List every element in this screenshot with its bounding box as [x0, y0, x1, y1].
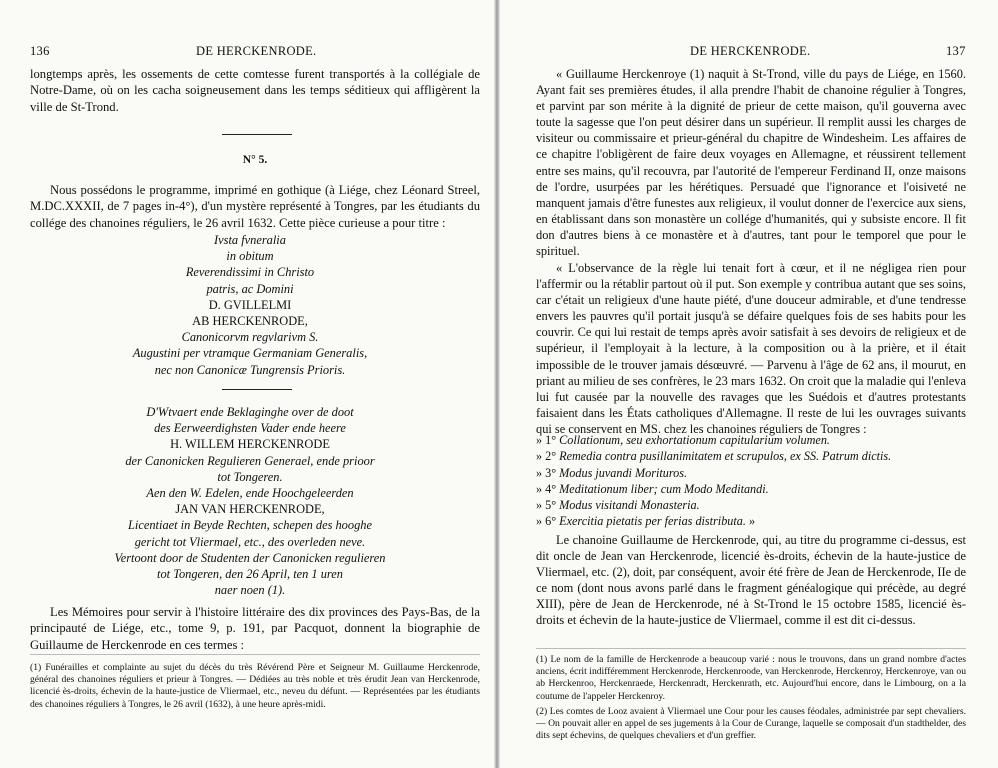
dutch-title-block	[60, 404, 440, 598]
running-head-right: DE HERCKENRODE.	[690, 44, 811, 58]
work-title: Modus visitandi Monasteria.	[559, 498, 700, 513]
dutch-title-line: naer noen (1).	[214, 583, 286, 598]
footnote-rule-left	[30, 654, 480, 655]
page-number-left: 136	[30, 44, 50, 58]
section-number: N° 5.	[242, 154, 268, 166]
work-prefix: » 3°	[536, 465, 560, 480]
right-page	[500, 0, 998, 768]
work-title: Collationum, seu exhortationum capitularium volumen.	[559, 433, 830, 447]
latin-title-line: patris, ac Domini	[206, 281, 294, 296]
footnote-right-2: (2) Les comtes de Looz avaient à Vliermael une Cour pour les causes féodales, administrée par sept chevaliers. — On pouvait aller en appel de ses jugements à la Cour de Curange, laquelle se composait d'un stadthelder, des dits sept échevins, de quelques chevaliers et d'un greffier.	[536, 706, 966, 742]
left-page	[0, 0, 498, 768]
running-head-left: DE HERCKENRODE.	[196, 44, 317, 58]
works-list	[536, 432, 966, 530]
dutch-title-line: des Eerweerdighsten Vader ende heere	[154, 421, 346, 436]
dutch-title-line: Aen den W. Edelen, ende Hoochgeleerden	[146, 486, 354, 501]
work-suffix: »	[745, 514, 756, 529]
work-prefix: » 2°	[536, 449, 560, 464]
paragraph-memoires: Les Mémoires pour servir à l'histoire littéraire des dix provinces des Pays-Bas, de la principauté de Liége, etc., tome 9, p. 191, par Pacquot, donnent la biographie de Guillaume de Herckenrode en ces termes :	[30, 605, 480, 652]
paragraph-conclusion: Le chanoine Guillaume de Herckenrode, qui, au titre du programme ci-dessus, est dit oncle de Jean van Herckenrode, licencié ès-droits, échevin de la haute-justice de Vliermael, etc. (2), doit, par conséquent, avoir été frère de Jean de Herckenrode, IIe de ce nom (dont nous avons parlé dans le fragment généalogique qui précède, au degré XIII), père de Jean de Herckenrode, né à St-Trond le 15 octobre 1585, licencié ès-droits et échevin de la haute-justice de Vliermael, comme il est dit ci-dessus.	[536, 533, 966, 628]
latin-title-line: Ivsta fvneralia	[214, 233, 286, 247]
works-list-item	[536, 481, 966, 497]
works-list-item	[536, 497, 966, 513]
work-title: Modus juvandi Morituros.	[559, 465, 688, 480]
paragraph-programme: Nous possédons le programme, imprimé en gothique (à Liége, chez Léonard Streel, M.DC.XXXII, de 7 pages in-4°), d'un mystère représenté à Tongres, par les étudiants du collége des chanoines réguliers, le 26 avril 1632. Cette pièce curieuse a pour titre :	[30, 183, 480, 230]
work-prefix: » 1°	[536, 433, 560, 447]
work-title: Meditationum liber; cum Modo Meditandi.	[559, 481, 769, 496]
paragraph-biography-1: « Guillaume Herckenroye (1) naquit à St-Trond, ville du pays de Liége, en 1560. Ayant fait ses premières études, il alla prendre l'habit de chanoine régulier à Tongres, et parvint par son mérite à la dignité de prieur de cette maison, qu'il gouverna avec toute la sagesse que l'on peut désirer dans un supérieur. Il remplit aussi les charges de visiteur ou commissaire et prieur-général du chapitre de Windesheim. Les affaires de ce chapitre l'obligèrent de faire deux voyages en Allemagne, et réussirent tellement entre ses mains, qu'il recouvra, par l'autorité de l'empereur Ferdinand II, onze maisons de l'ordre, usurpées par les hérétiques. Persuadé que l'ignorance et l'oisiveté ne manquent jamais d'être funestes aux religieux, il voulut donner de l'exercice aux siens, en établissant dans son monastère un collége d'humanités, qui y subsiste encore. Il fit don d'autres biens à ce monastère et à d'autres, tant pour le temporel que pour le spirituel.	[536, 67, 966, 259]
dutch-title-line: D'Wtvaert ende Beklaginghe over de doot	[146, 405, 354, 419]
works-list-item	[536, 432, 966, 448]
page-number-right: 137	[946, 44, 966, 58]
dutch-title-line: tot Tongeren, den 26 April, ten 1 uren	[157, 567, 343, 582]
work-prefix: » 4°	[536, 481, 560, 496]
work-prefix: » 6°	[536, 514, 560, 529]
works-list-item	[536, 465, 966, 481]
dutch-title-line: Vertoont door de Studenten der Canonicken regulieren	[114, 550, 386, 565]
paragraph-biography-2: « L'observance de la règle lui tenait fort à cœur, et il ne négligea rien pour l'affermir ou la rétablir partout où il put. Son exemple y contribua autant que ses soins, car c'était un religieux d'une haute piété, d'une douceur admirable, et d'une tendresse envers les pauvres qu'il portait jusqu'à se défaire quelques fois de ses habits pour les couvrir. Ce qui lui restait de temps après avoir satisfait à ses devoirs de religieux et de supérieur, il l'employait à la lecture, à la composition ou à la prière, et il était impossible de le trouver jamais désœuvré. — Parvenu à l'âge de 62 ans, il mourut, en priant au milieu de ses confrères, le 23 mars 1632. On croit que la maladie qui l'enleva lui fut causée par la nouvelle des ravages que les Suédois et d'autres protestants faisaient dans les États catholiques d'Allemagne. Il reste de lui les ouvrages suivants qui se conservent en MS. chez les chanoines réguliers de Tongres :	[536, 261, 966, 436]
dutch-title-line: gericht tot Vliermael, etc., des overleden neve.	[134, 534, 366, 549]
title-divider	[222, 389, 292, 390]
latin-title-block	[100, 232, 400, 378]
work-prefix: » 5°	[536, 498, 560, 513]
works-list-item	[536, 513, 966, 529]
dutch-title-line: JAN VAN HERCKENRODE,	[175, 502, 325, 517]
latin-title-line: Canonicorvm regvlarivm S.	[181, 330, 319, 345]
dutch-title-line: Licentiaet in Beyde Rechten, schepen des hooghe	[128, 518, 372, 533]
work-title: Exercitia pietatis per ferias distributa.	[559, 514, 746, 529]
footnote-right-1: (1) Le nom de la famille de Herckenrode a beaucoup varié : nous le trouvons, dans un grand nombre d'actes anciens, écrit indifféremment Herckenrode, Herckenroode, van Herckenrode, Herckenroy, Herckenroye, van ou ab Herckenroo, Herckenraede, Herckenradt, Herckenrath, etc. Aujourd'hui encore, dans le Limbourg, on a la coutume de l'appeler Herckenroy.	[536, 654, 966, 702]
dutch-title-line: H. WILLEM HERCKENRODE	[170, 437, 330, 452]
works-list-item	[536, 448, 966, 464]
latin-title-line: Augustini per vtramque Germaniam Generalis,	[132, 346, 368, 361]
latin-title-line: Reverendissimi in Christo	[185, 265, 315, 280]
dutch-title-line: tot Tongeren.	[217, 469, 283, 484]
latin-title-line: in obitum	[226, 249, 274, 264]
paragraph-top: longtemps après, les ossements de cette comtesse furent transportés à la collégiale de Notre-Dame, où on les cacha soigneusement dans les temps séditieux qui affligèrent la ville de St-Trond.	[30, 67, 480, 114]
latin-title-line: AB HERCKENRODE,	[192, 314, 308, 329]
section-divider	[222, 134, 292, 135]
latin-title-line: nec non Canonicæ Tungrensis Prioris.	[154, 362, 346, 377]
work-title: Remedia contra pusillanimitatem et scrupulos, ex SS. Patrum dictis.	[559, 449, 892, 464]
footnote-rule-right	[536, 648, 966, 649]
latin-title-line: D. GVILLELMI	[208, 297, 292, 312]
dutch-title-line: der Canonicken Regulieren Generael, ende prioor	[125, 453, 375, 468]
footnote-left: (1) Funérailles et complainte au sujet du décès du très Révérend Père et Seigneur M. Guillaume Herckenrode, général des chanoines réguliers et prieur à Tongres. — Dédiées au très noble et très érudit Jean van Herckenrode, licencié ès-droits, échevin de la haute-justice de Vliermael, etc., neveu du défunt. — Représentées par les étudiants des chanoines réguliers à Tongres, le 26 avril (1632), à une heure après-midi.	[30, 662, 480, 710]
